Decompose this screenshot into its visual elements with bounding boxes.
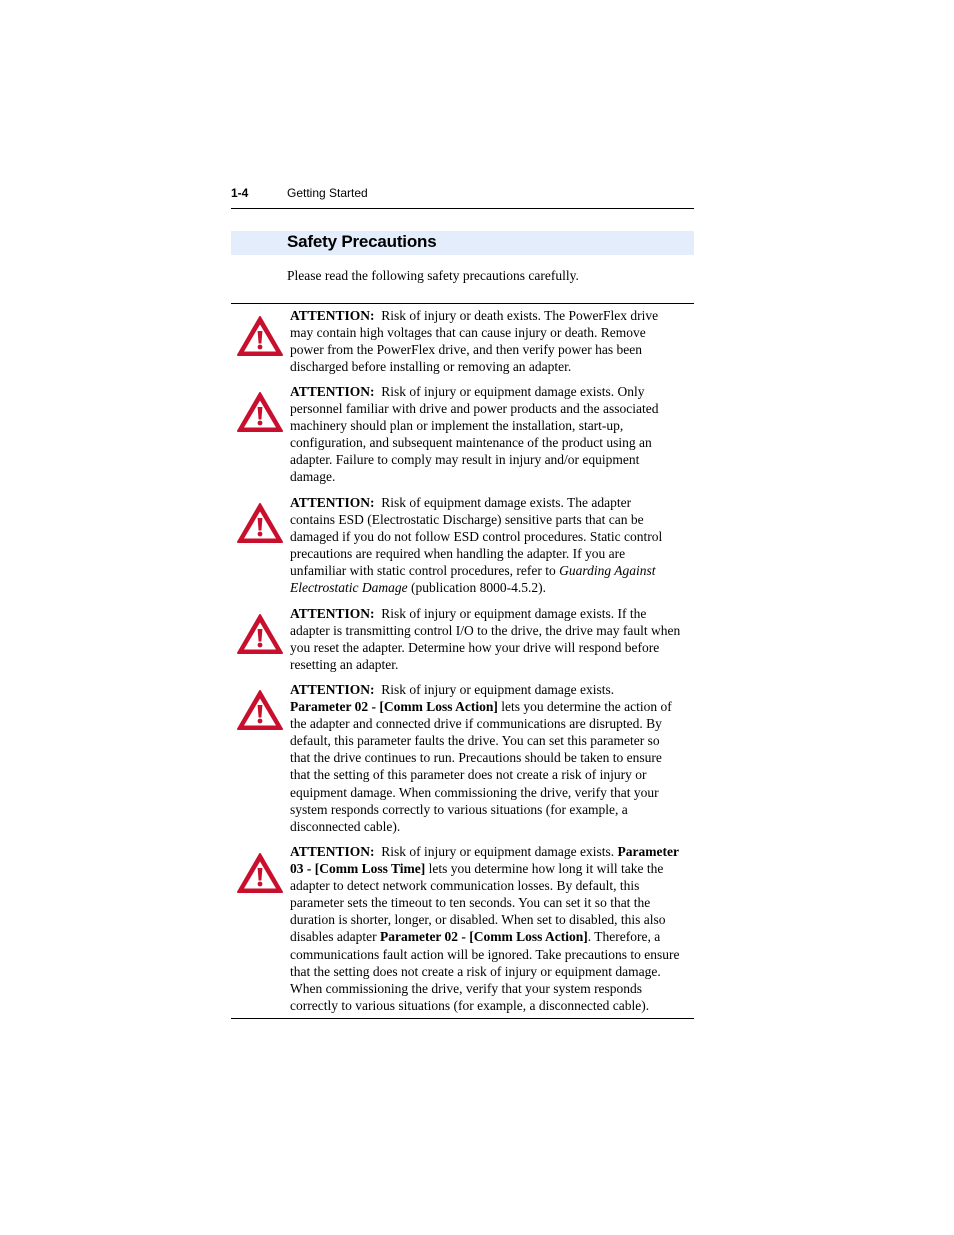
attention-text-line: damaged if you do not follow ESD control procedures. Static control [290, 529, 663, 545]
attention-text-line: parameter sets the timeout to ten seconds. You can set it so that the [290, 895, 651, 911]
running-header-title: Getting Started [287, 186, 368, 200]
attention-text-line: resetting an adapter. [290, 657, 399, 673]
attention-label: ATTENTION: [290, 606, 375, 621]
attention-text-line: Risk of injury or death exists. The PowerFlex drive [381, 308, 659, 323]
attention-text-line: disables adapter [290, 929, 380, 945]
attention-bottom-rule [231, 1018, 694, 1019]
attention-text-line: . Therefore, a [587, 929, 661, 945]
attention-text-line: When commissioning the drive, verify that your system responds [290, 980, 643, 996]
attention-text-line: unfamiliar with static control procedures, refer to [290, 563, 560, 579]
page-number: 1-4 [231, 186, 249, 200]
attention-top-rule [231, 303, 694, 304]
attention-text-line: duration is shorter, longer, or disabled. When set to disabled, this also [290, 912, 666, 928]
attention-text-line: Risk of injury or equipment damage exists. [381, 844, 618, 859]
attention-text-line: discharged before installing or removing an adapter. [290, 359, 572, 375]
parameter-reference: Parameter [617, 844, 679, 859]
attention-text-line: personnel familiar with drive and power products and the associated [290, 401, 659, 417]
attention-text-line: adapter is transmitting control I/O to the drive, the drive may fault when [290, 623, 681, 639]
attention-block [290, 307, 690, 375]
reference-title: Electrostatic Damage [290, 580, 408, 596]
attention-block [290, 383, 690, 486]
attention-text-line: the adapter and connected drive if communications are disrupted. By [290, 716, 662, 732]
attention-text-line: system responds correctly to various situations (for example, a [290, 801, 628, 817]
attention-text-line: disconnected cable). [290, 818, 401, 834]
attention-label: ATTENTION: [290, 682, 375, 697]
attention-text-line: adapter. Failure to comply may result in injury and/or equipment [290, 452, 640, 468]
attention-text-line: default, this parameter faults the drive. You can set this parameter so [290, 733, 660, 749]
parameter-reference: 03 - [Comm Loss Time] [290, 861, 426, 877]
attention-text-line: you reset the adapter. Determine how your drive will respond before [290, 640, 660, 656]
reference-title: Guarding Against [559, 563, 656, 579]
attention-label: ATTENTION: [290, 844, 375, 859]
attention-text-line: communications fault action will be ignored. Take precautions to ensure [290, 946, 680, 962]
warning-triangle-icon [236, 612, 284, 656]
attention-text-line: Risk of equipment damage exists. The adapter [381, 495, 632, 510]
attention-block [290, 494, 690, 597]
attention-text-line: Risk of injury or equipment damage exists. If the [381, 606, 647, 621]
attention-text-line: damage. [290, 469, 336, 485]
attention-text-line: may contain high voltages that can cause injury or death. Remove [290, 325, 646, 341]
attention-block [290, 681, 690, 835]
attention-text-line: precautions are required when handling the adapter. If you are [290, 546, 626, 562]
attention-text-line: configuration, and subsequent maintenance of the product using an [290, 435, 652, 451]
parameter-reference: Parameter 02 - [Comm Loss Action] [379, 929, 588, 945]
attention-text-line: adapter to detect network communication losses. By default, this [290, 878, 640, 894]
attention-text-line: that the setting does not create a risk of injury or equipment damage. [290, 963, 661, 979]
warning-triangle-icon [236, 314, 284, 358]
attention-label: ATTENTION: [290, 495, 375, 510]
attention-text-line: that the setting of this parameter does not create a risk of injury or [290, 767, 647, 783]
attention-text-line: equipment damage. When commissioning the drive, verify that your [290, 784, 659, 800]
section-title-band [231, 231, 694, 255]
attention-block [290, 843, 690, 1014]
attention-text-line: power from the PowerFlex drive, and then verify power has been [290, 342, 643, 358]
attention-text-line: machinery should plan or implement the installation, start-up, [290, 418, 624, 434]
attention-text-line: that the drive continues to run. Precautions should be taken to ensure [290, 750, 662, 766]
attention-text-line: correctly to various situations (for example, a disconnected cable). [290, 997, 650, 1013]
page-header [231, 184, 694, 209]
intro-text: Please read the following safety precautions carefully. [287, 268, 579, 283]
attention-label: ATTENTION: [290, 384, 375, 399]
warning-triangle-icon [236, 851, 284, 895]
attention-text-line: Risk of injury or equipment damage exists. Only [381, 384, 645, 399]
section-title: Safety Precautions [287, 232, 437, 251]
attention-text-line: lets you determine how long it will take the [425, 861, 664, 877]
attention-text-line: contains ESD (Electrostatic Discharge) sensitive parts that can be [290, 512, 644, 528]
attention-text-line: Risk of injury or equipment damage exists. [381, 682, 615, 697]
warning-triangle-icon [236, 501, 284, 545]
reference-publication: (publication 8000-4.5.2). [407, 580, 546, 596]
warning-triangle-icon [236, 688, 284, 732]
attention-block [290, 605, 690, 673]
warning-triangle-icon [236, 390, 284, 434]
parameter-reference: Parameter 02 - [Comm Loss Action] [290, 699, 498, 715]
attention-label: ATTENTION: [290, 308, 375, 323]
attention-text-line: lets you determine the action of [497, 699, 672, 715]
